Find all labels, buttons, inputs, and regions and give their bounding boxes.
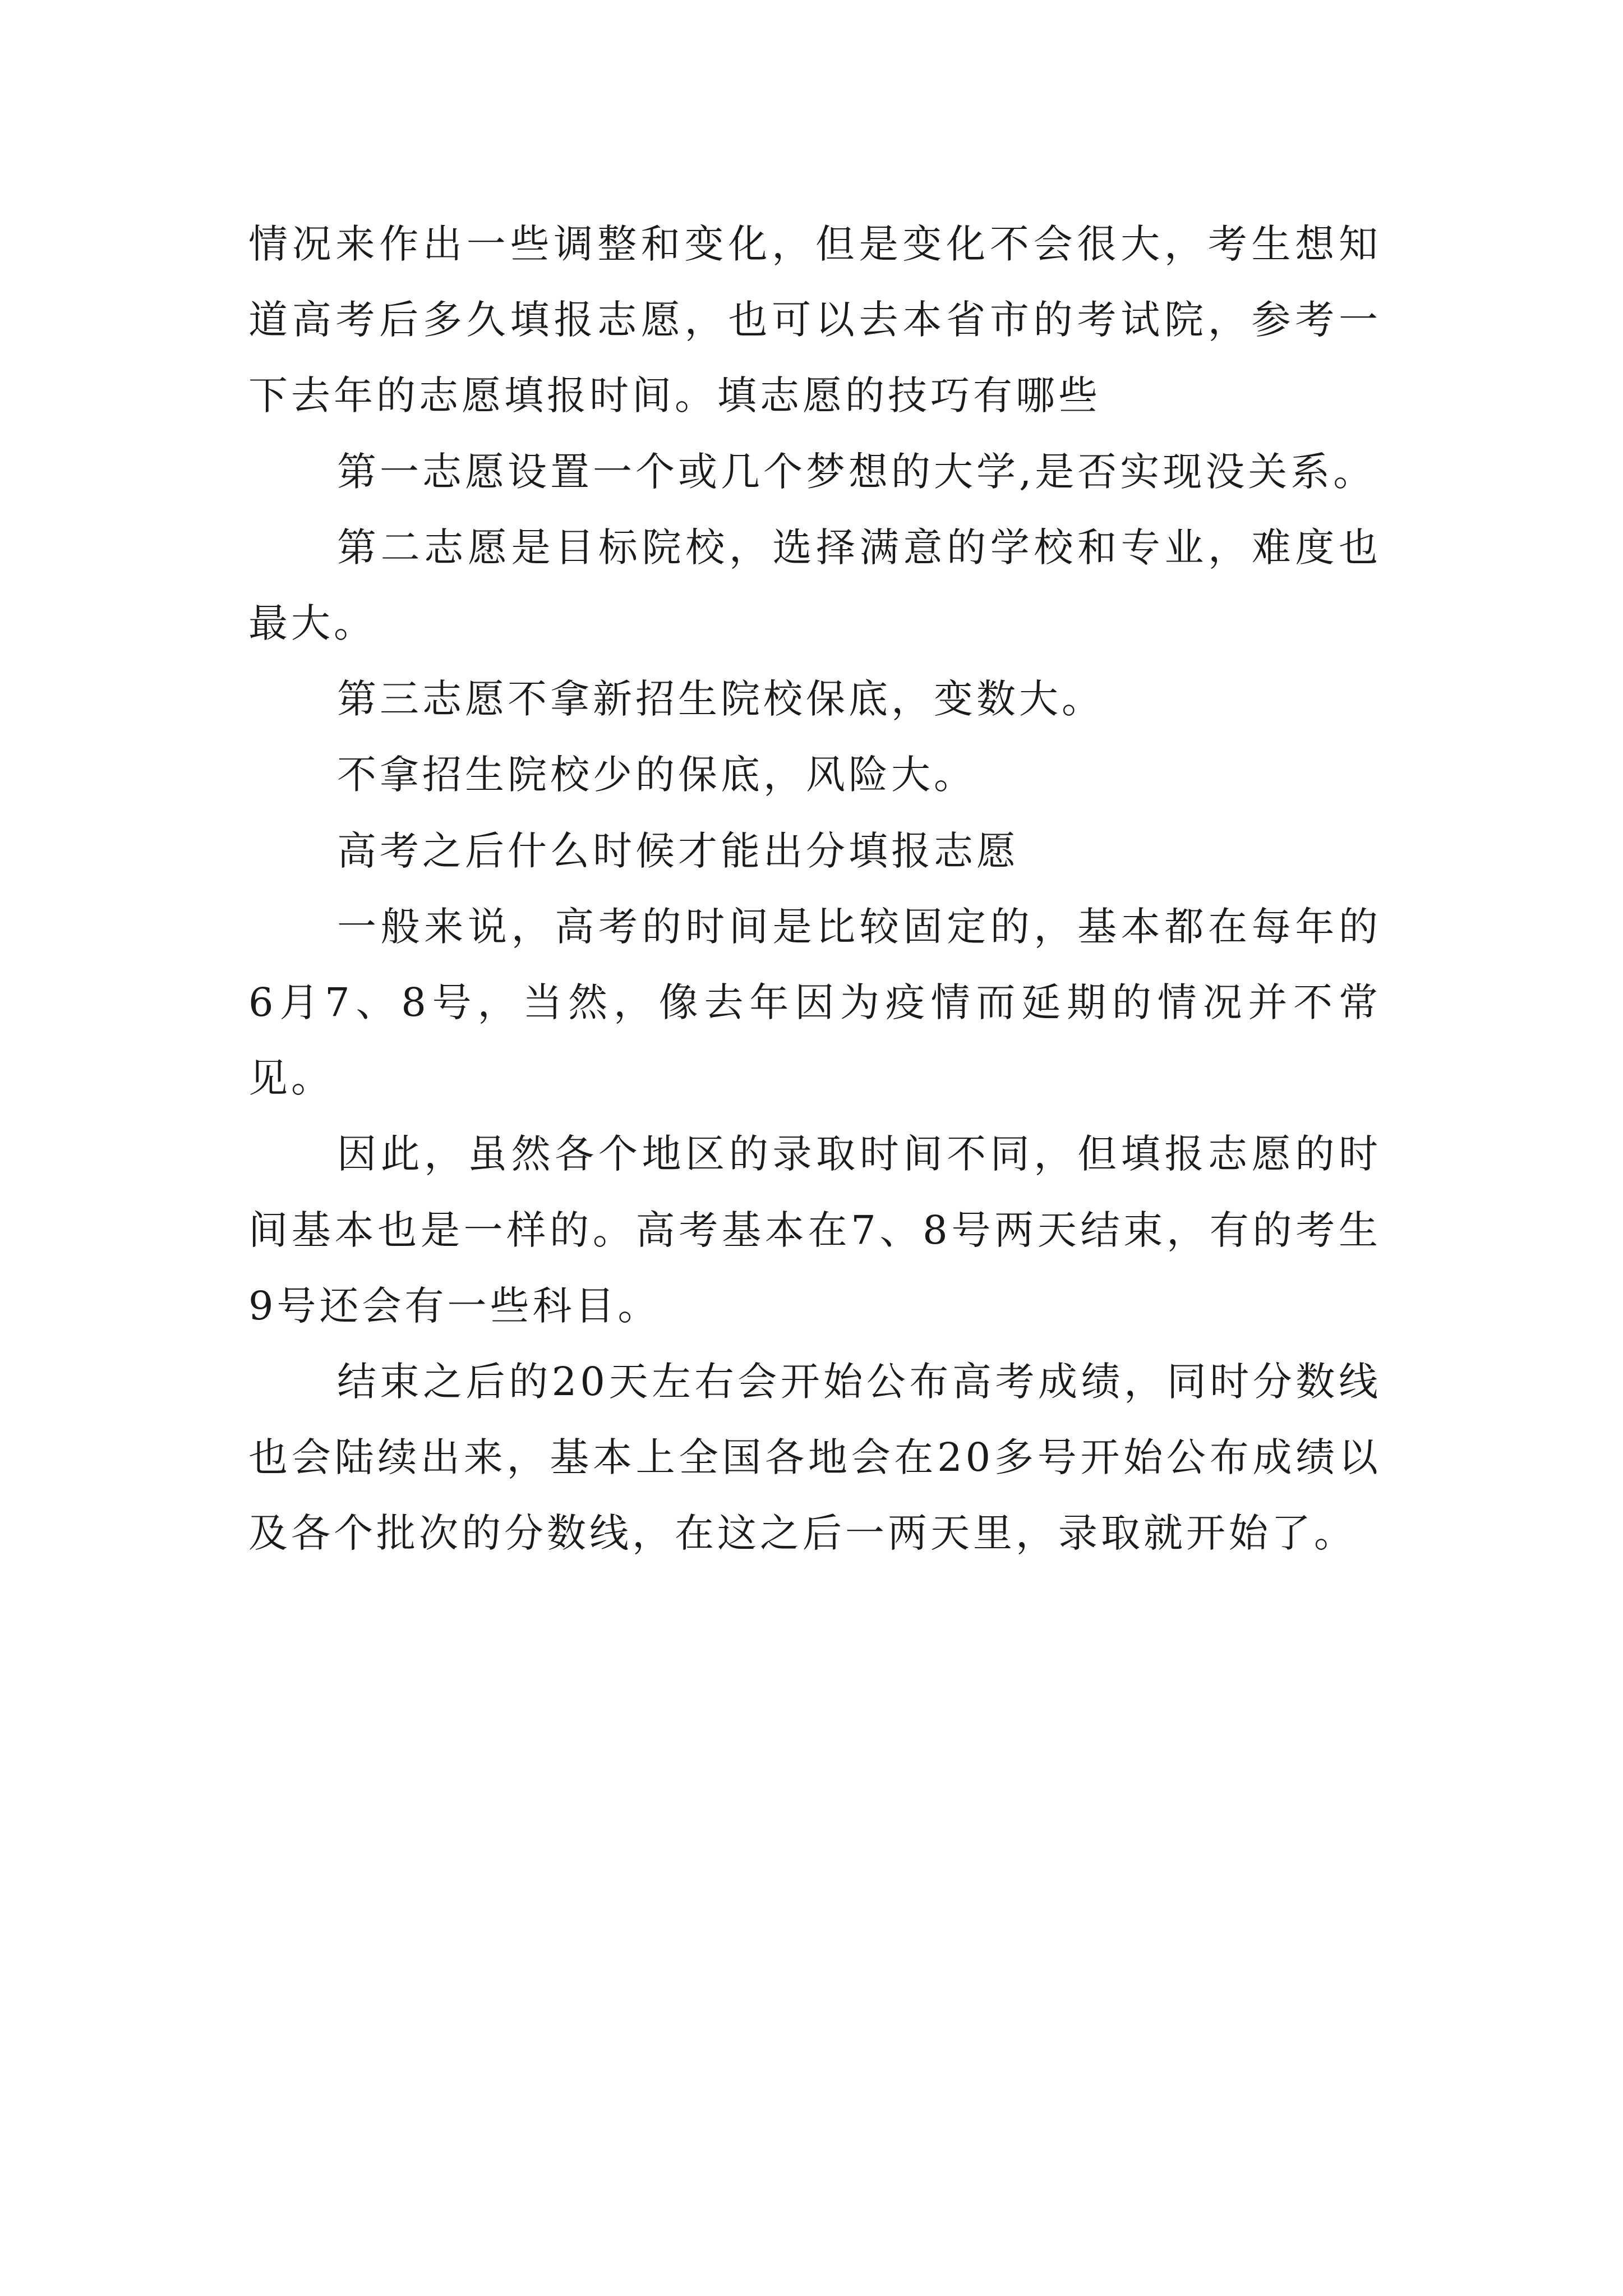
paragraph-1: 情况来作出一些调整和变化，但是变化不会很大，考生想知道高考后多久填报志愿，也可以去本省市的考试院，参考一下去年的志愿填报时间。填志愿的技巧有哪些 [248,221,1381,419]
paragraph-2: 第一志愿设置一个或几个梦想的大学,是否实现没关系。 [337,448,1376,495]
paragraph-3: 第二志愿是目标院校，选择满意的学校和专业，难度也最大。 [248,524,1381,647]
paragraph-5: 不拿招生院校少的保底，风险大。 [337,752,976,798]
paragraph-7: 一般来说，高考的时间是比较固定的，基本都在每年的6月7、8号，当然，像去年因为疫情而延期的情况并不常见。 [248,903,1381,1102]
paragraph-8: 因此，虽然各个地区的录取时间不同，但填报志愿的时间基本也是一样的。高考基本在7、8号两天结束，有的考生9号还会有一些科目。 [248,1131,1381,1329]
body-text [248,206,1381,1572]
paragraph-9: 结束之后的20天左右会开始公布高考成绩，同时分数线也会陆续出来，基本上全国各地会在20多号开始公布成绩以及各个批次的分数线，在这之后一两天里，录取就开始了。 [248,1359,1381,1557]
paragraph-4: 第三志愿不拿新招生院校保底，变数大。 [337,676,1104,723]
paragraph-6-heading: 高考之后什么时候才能出分填报志愿 [337,827,1019,874]
